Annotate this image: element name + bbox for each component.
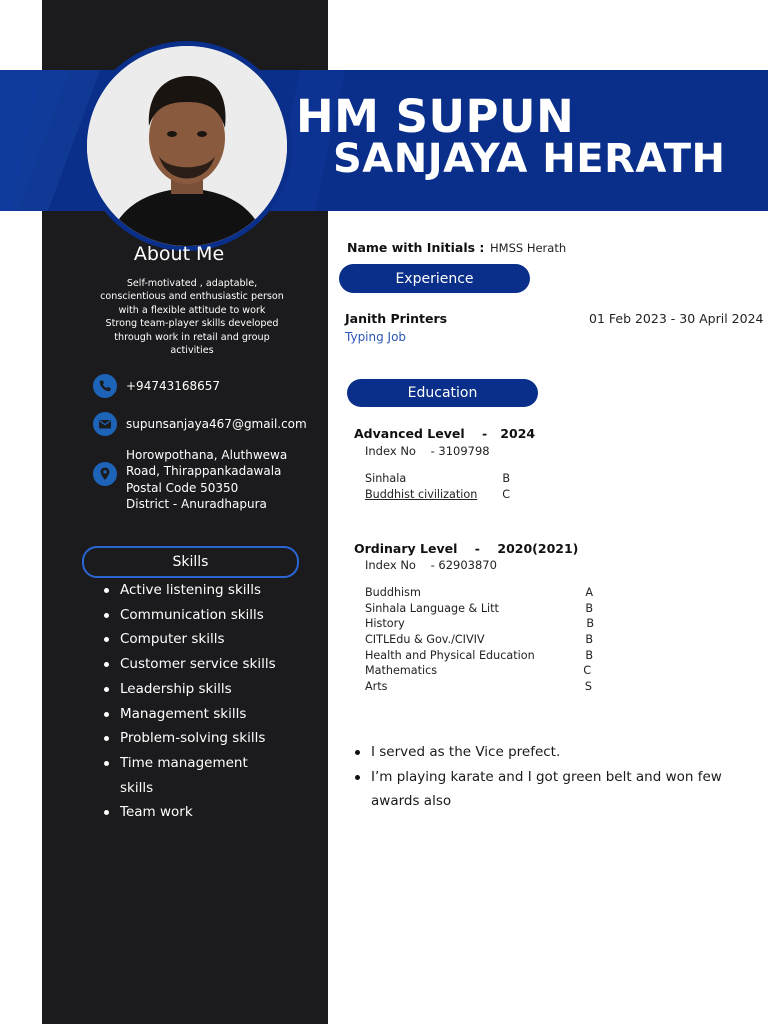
subject-row <box>365 586 593 599</box>
subject-row <box>365 617 594 630</box>
profile-photo-frame <box>82 41 292 251</box>
achievement-item: I’m playing karate and I got green belt and won few awards also <box>355 765 740 814</box>
address-line: Horowpothana, Aluthwewa <box>126 448 288 462</box>
experience-company: Janith Printers <box>345 311 448 326</box>
subject-grade: A <box>585 586 593 599</box>
subject-name: CITLEdu & Gov./CIVIV <box>365 633 485 646</box>
skill-item: Leadership skills <box>104 677 276 702</box>
advanced-index: Index No - 3109798 <box>365 444 490 458</box>
subject-grade: B <box>585 602 593 615</box>
about-line: Strong team-player skills developed <box>105 318 279 330</box>
subject-grade: S <box>584 680 592 693</box>
experience-dates: 01 Feb 2023 - 30 April 2024 <box>589 311 764 326</box>
subject-row <box>365 472 510 485</box>
subject-name: Sinhala Language & Litt <box>365 602 499 615</box>
about-line: activities <box>170 345 214 357</box>
subject-grade: B <box>502 472 510 485</box>
subject-row <box>365 664 591 677</box>
achievements-list <box>355 740 740 814</box>
subject-grade: B <box>585 633 593 646</box>
ordinary-index: Index No - 62903870 <box>365 558 497 572</box>
subject-row <box>365 633 593 646</box>
advanced-level-heading: Advanced Level - 2024 <box>354 426 536 441</box>
skill-item: Team work <box>104 800 276 825</box>
subject-name: Sinhala <box>365 472 407 485</box>
subject-name: History <box>365 617 405 630</box>
location-pin-icon <box>93 462 117 486</box>
achievement-item: I served as the Vice prefect. <box>355 740 740 765</box>
skill-item: Customer service skills <box>104 652 276 677</box>
subject-name: Buddhism <box>365 586 421 599</box>
phone-icon <box>93 374 117 398</box>
experience-heading <box>339 264 530 293</box>
subject-name: Arts <box>365 680 388 693</box>
about-line: through work in retail and group <box>114 331 270 343</box>
skill-item: Management skills <box>104 702 276 727</box>
name-line-1: HM SUPUN <box>296 90 575 143</box>
skills-heading <box>82 546 299 578</box>
person-portrait-icon <box>87 46 287 246</box>
phone-number: +94743168657 <box>126 379 221 393</box>
education-heading-label: Education <box>407 385 478 401</box>
subject-row <box>365 680 592 693</box>
address <box>126 447 287 513</box>
subject-name: Mathematics <box>365 664 438 677</box>
subject-grade: C <box>583 664 591 677</box>
email-icon <box>93 412 117 436</box>
subject-name: Buddhist civilization <box>365 488 478 501</box>
subject-grade: C <box>502 488 510 501</box>
about-title: About Me <box>133 243 225 265</box>
about-line: with a flexible attitude to work <box>118 304 266 316</box>
email-address: supunsanjaya467@gmail.com <box>126 417 307 431</box>
subject-row <box>365 649 593 662</box>
address-line: District - Anuradhapura <box>126 497 267 512</box>
initials-value: HMSS Herath <box>490 241 567 255</box>
profile-photo <box>87 46 287 246</box>
address-line: Postal Code 50350 <box>126 480 239 495</box>
about-text <box>82 277 302 357</box>
subject-row <box>365 488 510 501</box>
initials-label: Name with Initials : <box>347 240 485 255</box>
skill-item: Communication skills <box>104 603 276 628</box>
about-line: conscientious and enthusiastic person <box>100 291 284 303</box>
skill-item: Computer skills <box>104 627 276 652</box>
address-line: Road, Thirappankadawala <box>126 464 282 479</box>
experience-heading-label: Experience <box>395 270 474 287</box>
ordinary-level-heading: Ordinary Level - 2020(2021) <box>354 541 579 556</box>
skills-list <box>104 578 276 825</box>
subject-name: Health and Physical Education <box>365 649 535 662</box>
experience-role: Typing Job <box>345 330 407 344</box>
subject-grade: B <box>586 617 594 630</box>
skills-heading-label: Skills <box>172 554 209 570</box>
skill-item: Problem-solving skills <box>104 726 276 751</box>
about-line: Self-motivated , adaptable, <box>126 278 258 289</box>
subject-grade: B <box>585 649 593 662</box>
skill-item: Active listening skills <box>104 578 276 603</box>
skill-item: Time management skills <box>104 751 264 800</box>
name-line-2: SANJAYA HERATH <box>333 136 726 182</box>
education-heading <box>347 379 538 407</box>
subject-row <box>365 602 593 615</box>
